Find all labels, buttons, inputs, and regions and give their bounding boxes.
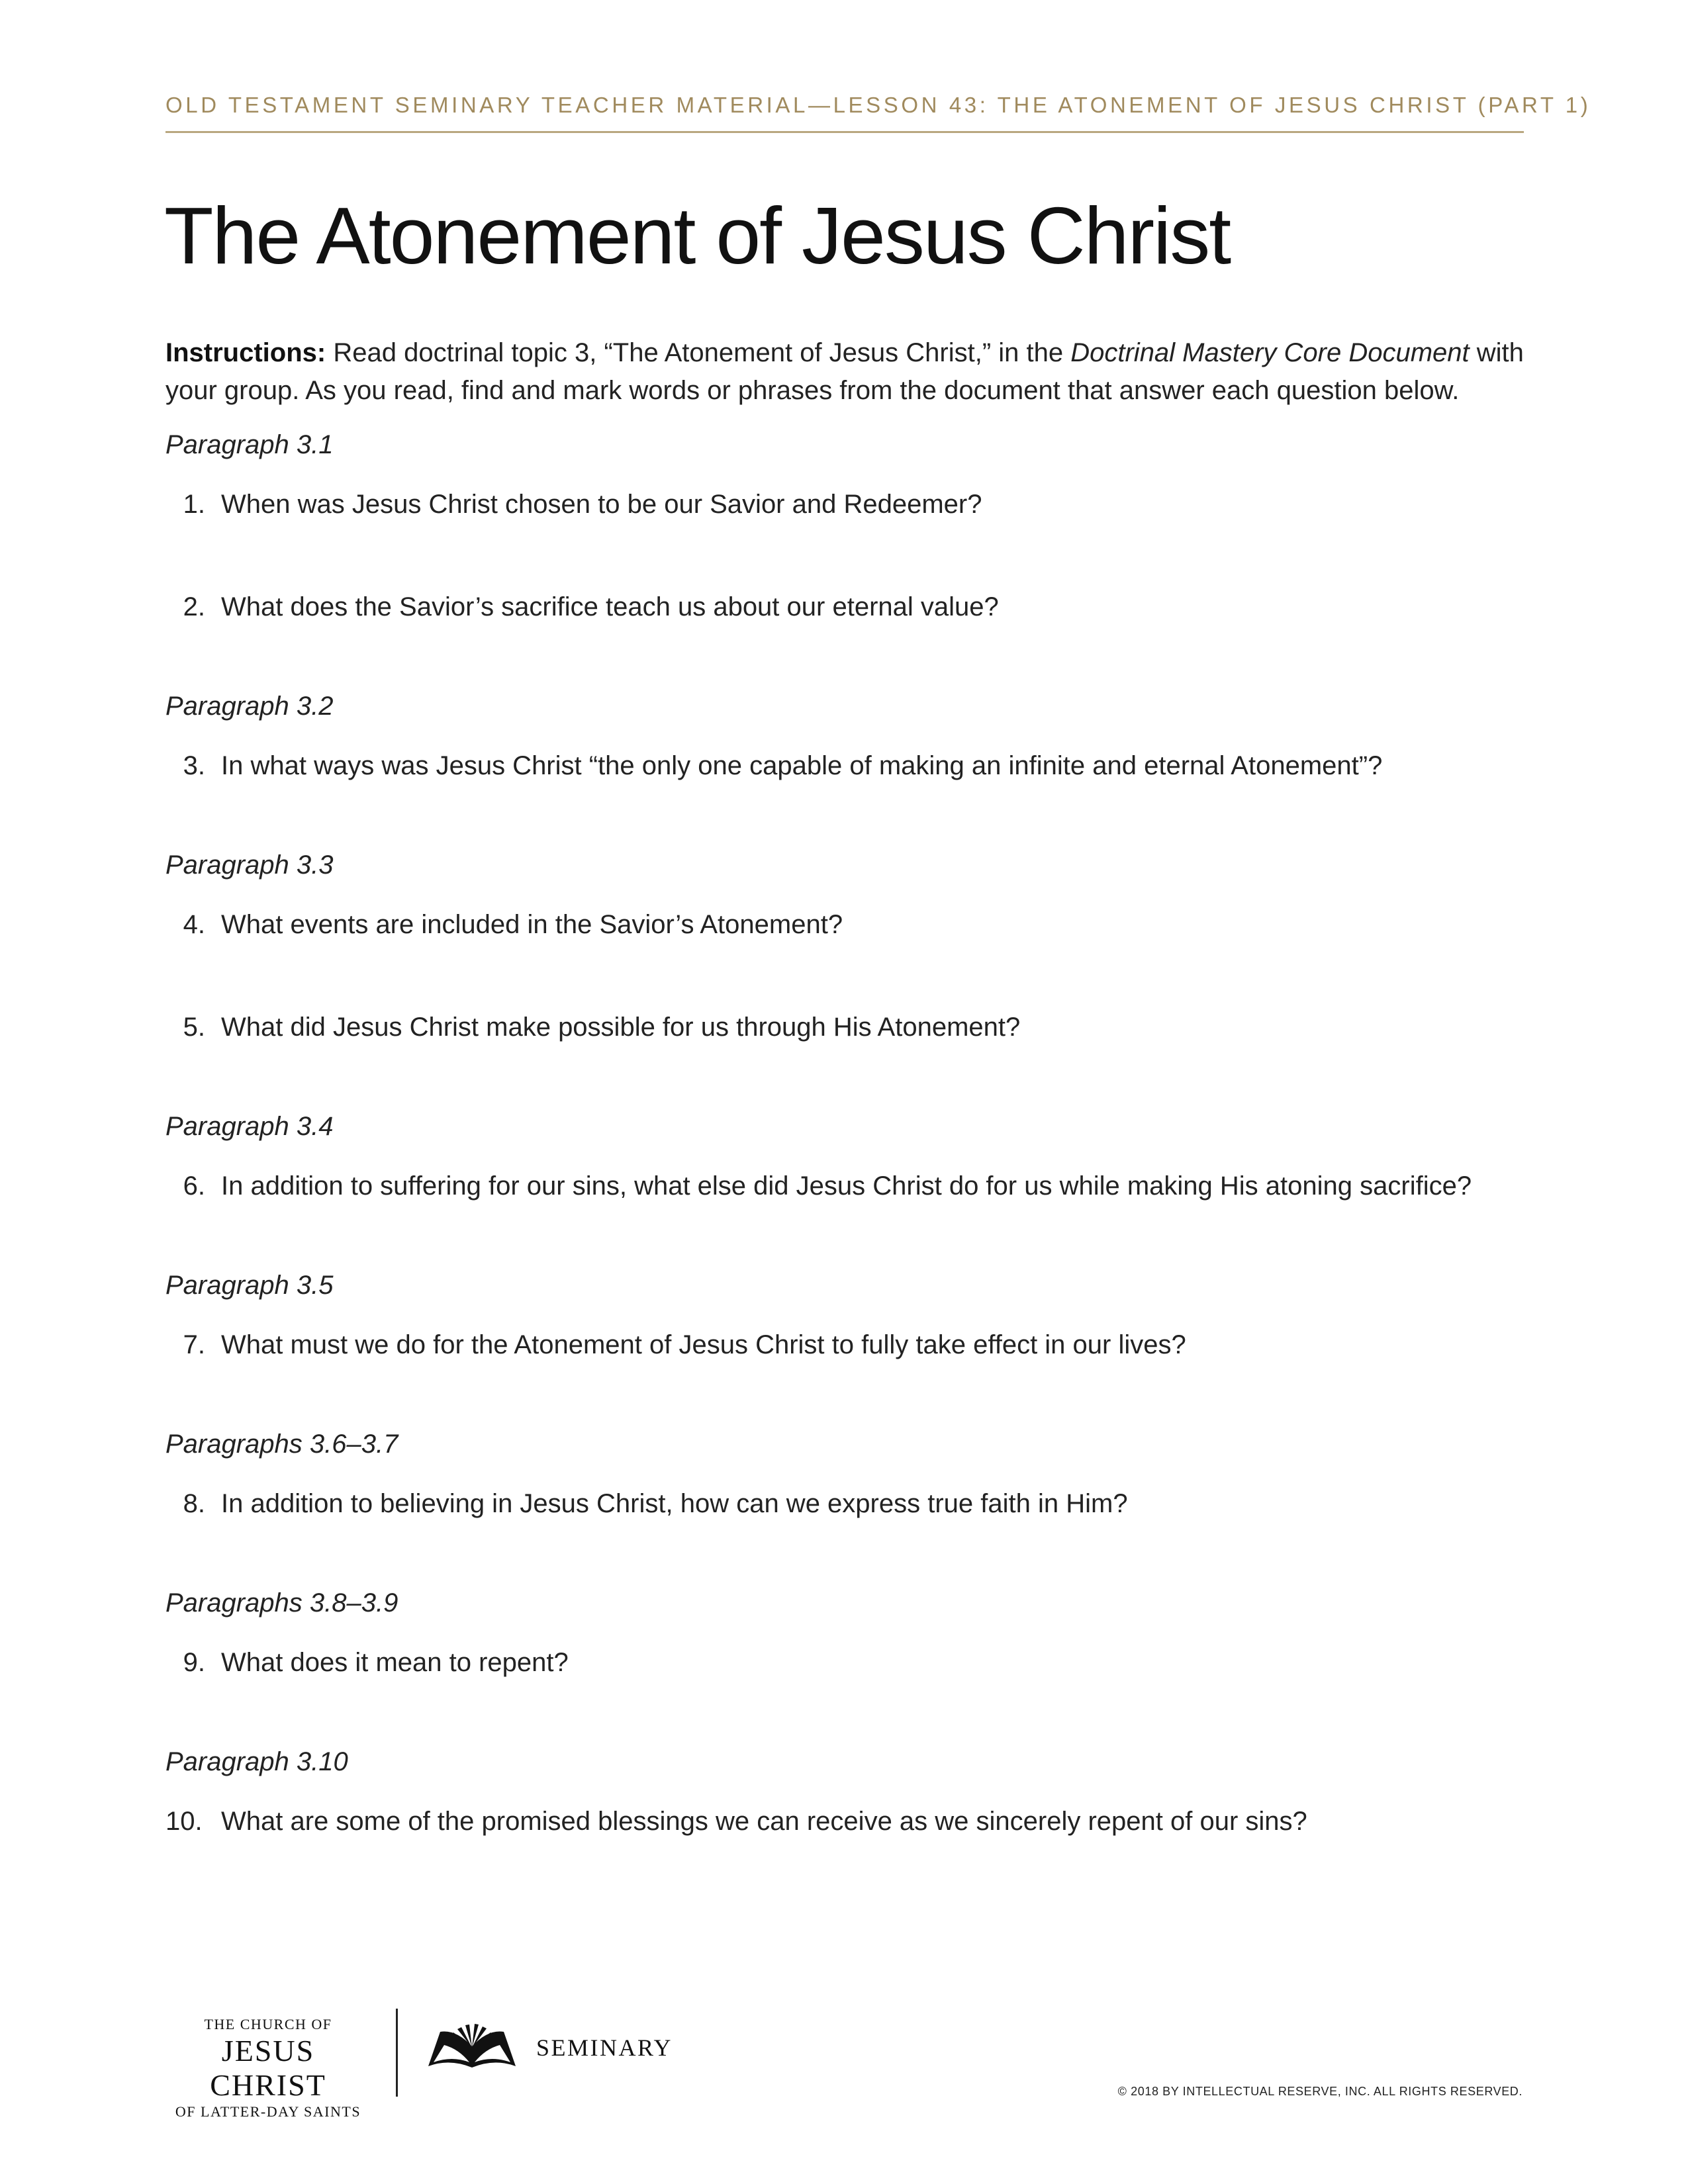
question-number: 8. bbox=[183, 1489, 205, 1518]
running-header: OLD TESTAMENT SEMINARY TEACHER MATERIAL—LESSON 43: THE ATONEMENT OF JESUS CHRIST (PART 1) bbox=[165, 93, 1591, 117]
seminary-book-icon bbox=[426, 2020, 518, 2073]
question-item bbox=[165, 1648, 569, 1678]
question-number: 7. bbox=[183, 1330, 205, 1359]
paragraph-heading: Paragraph 3.1 bbox=[165, 430, 334, 459]
question-item bbox=[165, 490, 982, 520]
instructions-text-before: Read doctrinal topic 3, “The Atonement of Jesus Christ,” in the bbox=[326, 338, 1071, 367]
question-item bbox=[165, 1013, 1020, 1042]
question-text: When was Jesus Christ chosen to be our Savior and Redeemer? bbox=[221, 490, 982, 519]
question-number: 6. bbox=[183, 1171, 205, 1201]
question-item bbox=[165, 1171, 1472, 1201]
question-number: 9. bbox=[183, 1648, 205, 1677]
question-number: 4. bbox=[183, 910, 205, 939]
question-item bbox=[165, 1330, 1186, 1360]
instructions-text-after: with your group. As you read, find and mark words or phrases from the document that answer each question below. bbox=[165, 338, 1524, 405]
question-number: 1. bbox=[183, 490, 205, 519]
question-text: What are some of the promised blessings we can receive as we sincerely repent of our sins? bbox=[221, 1807, 1307, 1836]
question-item bbox=[165, 751, 1382, 781]
question-item bbox=[165, 1489, 1128, 1519]
copyright-notice: © 2018 BY INTELLECTUAL RESERVE, INC. ALL RIGHTS RESERVED. bbox=[1117, 2085, 1523, 2098]
paragraph-heading: Paragraphs 3.8–3.9 bbox=[165, 1588, 399, 1617]
question-text: In addition to believing in Jesus Christ, how can we express true faith in Him? bbox=[221, 1489, 1128, 1518]
question-item bbox=[165, 1807, 1307, 1837]
question-text: What does the Savior’s sacrifice teach us about our eternal value? bbox=[221, 592, 999, 621]
question-text: What does it mean to repent? bbox=[221, 1648, 569, 1677]
church-logo-line3: OF LATTER-DAY SAINTS bbox=[175, 2103, 361, 2120]
question-number: 10. bbox=[165, 1807, 203, 1836]
instructions-document-name: Doctrinal Mastery Core Document bbox=[1070, 338, 1470, 367]
question-item bbox=[165, 592, 999, 622]
question-text: In addition to suffering for our sins, what else did Jesus Christ do for us while making His atoning sacrifice? bbox=[221, 1171, 1472, 1201]
paragraph-heading: Paragraph 3.10 bbox=[165, 1747, 348, 1776]
church-logo-line2: JESUS CHRIST bbox=[210, 2034, 326, 2102]
seminary-wordmark: SEMINARY bbox=[536, 2034, 673, 2061]
paragraph-heading: Paragraph 3.3 bbox=[165, 850, 334, 880]
instructions-label: Instructions: bbox=[165, 338, 326, 367]
question-text: What events are included in the Savior’s Atonement? bbox=[221, 910, 843, 939]
church-logo bbox=[165, 2015, 371, 2121]
paragraph-heading: Paragraph 3.2 bbox=[165, 692, 334, 721]
church-logo-line1: THE CHURCH OF bbox=[204, 2016, 332, 2032]
question-number: 5. bbox=[183, 1013, 205, 1042]
paragraph-heading: Paragraph 3.5 bbox=[165, 1271, 334, 1300]
paragraph-heading: Paragraphs 3.6–3.7 bbox=[165, 1430, 399, 1459]
question-item bbox=[165, 910, 843, 940]
logo-divider bbox=[396, 2009, 398, 2097]
question-number: 3. bbox=[183, 751, 205, 780]
header-divider bbox=[165, 131, 1524, 133]
question-text: What did Jesus Christ make possible for us through His Atonement? bbox=[221, 1013, 1021, 1042]
page-title: The Atonement of Jesus Christ bbox=[164, 191, 1231, 281]
question-number: 2. bbox=[183, 592, 205, 621]
instructions bbox=[165, 334, 1529, 410]
paragraph-heading: Paragraph 3.4 bbox=[165, 1112, 334, 1141]
question-text: What must we do for the Atonement of Jesus Christ to fully take effect in our lives? bbox=[221, 1330, 1186, 1359]
question-text: In what ways was Jesus Christ “the only one capable of making an infinite and eternal Atonement”? bbox=[221, 751, 1383, 780]
